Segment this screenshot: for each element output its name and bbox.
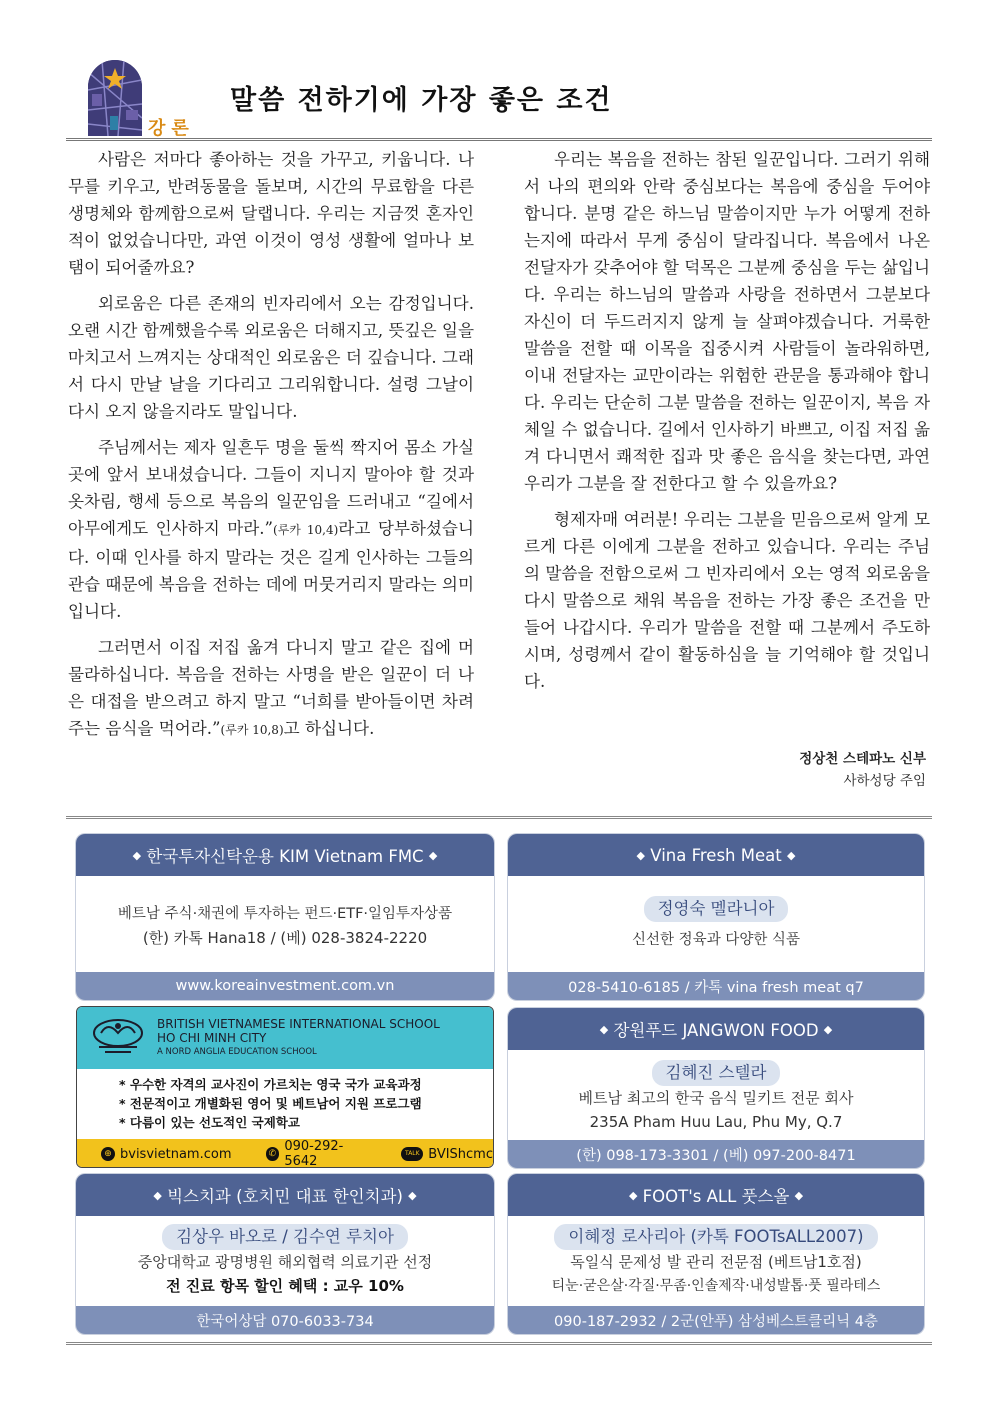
contact-chip: 김혜진 스텔라 (652, 1060, 781, 1086)
school-bullet: * 전문적이고 개별화된 영어 및 베트남어 지원 프로그램 (119, 1096, 422, 1111)
ad-header (508, 1174, 924, 1216)
ad-body (76, 1216, 494, 1298)
paragraph: 우리는 복음을 전하는 참된 일꾼입니다. 그러기 위해서 나의 편의와 안락 중심보다는 복음에 중심을 두어야 합니다. 분명 같은 하느님 말씀이지만 누가 어떻게 전하는지에 따라서 무게 중심이 달라집니다. 복음에서 나온 전달자가 갖추어야 할 덕목은 그분께 중심을 두는 삶입니다. 우리는 하느님의 말씀과 사랑을 전하면서 그분보다 자신이 더 두드러지지 않게 늘 살펴야겠습니다. 거룩한 말씀을 전할 때 이목을 집중시켜 사람들이 놀라워하면, 이내 전달자는 교만이라는 위험한 관문을 통과해야 합니다. 우리는 단순히 그분 말씀을 전하는 일꾼이지, 복음 자체일 수 없습니다. 길에서 인사하기 바쁘고, 이집 저집 옮겨 다니면서 쾌적한 집과 맛 좋은 음식을 찾는다면, 과연 우리가 그분을 잘 전한다고 할 수 있을까요? (524, 150, 930, 493)
school-phone[interactable]: ✆ 090-292-5642 (266, 1139, 376, 1168)
paragraph-text: 라고 당부하셨습니다. 이때 인사를 하지 말라는 것은 길게 인사하는 그들의 관습 때문에 복음을 전하는 데에 머뭇거리지 말라는 의미입니다. (68, 519, 474, 621)
school-contact-bar (77, 1139, 493, 1168)
diamond-icon: ◆ (636, 848, 646, 862)
ad-line: 신선한 정육과 다양한 식품 (632, 932, 800, 948)
article-right-column (524, 146, 930, 704)
ad-kim-vietnam (76, 834, 494, 1000)
ad-contact-footer: 028-5410-6185 / 카톡 vina fresh meat q7 (508, 972, 924, 1000)
ad-line: (한) 카톡 Hana18 / (베) 028-3824-2220 (142, 929, 428, 947)
stained-glass-icon (88, 60, 142, 136)
paragraph (68, 434, 474, 625)
ad-body (508, 876, 924, 952)
school-kakaotalk[interactable]: TALK BVIShcmc (401, 1147, 493, 1162)
paragraph-text: 고 하십니다. (283, 719, 375, 738)
contact-chip: 이혜정 로사리아 (카톡 FOOTsALL2007) (554, 1224, 877, 1250)
school-name-line: HO CHI MINH CITY (157, 1031, 267, 1045)
article-left-column (68, 146, 474, 753)
ad-title: 빅스치과 (호치민 대표 한인치과) (167, 1187, 403, 1206)
author-signature (799, 748, 926, 792)
contact-chip: 김상우 바오로 / 김수연 루치아 (162, 1224, 408, 1250)
paragraph: 사람은 저마다 좋아하는 것을 가꾸고, 키웁니다. 나무를 키우고, 반려동물을 돌보며, 시간의 무료함을 다른 생명체와 함께함으로써 달랩니다. 우리는 지금껏 혼자인 적이 없었습니다만, 과연 이것이 영성 생활에 얼마나 보탬이 되어줄까요? (68, 150, 474, 277)
diamond-icon: ◆ (786, 848, 796, 862)
ad-line: 중앙대학교 광명병원 해외협력 의료기관 선정 (137, 1253, 433, 1271)
ad-vina-fresh-meat (508, 834, 924, 1000)
ad-title: Vina Fresh Meat (650, 845, 782, 865)
ad-header (508, 1008, 924, 1050)
ad-website-link[interactable]: www.koreainvestment.com.vn (76, 972, 494, 1000)
paragraph-text: 그러면서 이집 저집 옮겨 다니지 말고 같은 집에 머물라하십니다. 복음을 전하는 사명을 받은 일꾼이 더 나은 대접을 받으려고 하지 말고 “너희를 받아들이면 차려 주는 음식을 먹어라.” (68, 638, 474, 738)
stained-glass-logo (88, 60, 142, 136)
globe-icon: ⊕ (101, 1147, 115, 1161)
ad-header (76, 1174, 494, 1216)
diamond-icon: ◆ (428, 848, 438, 862)
ads-divider (66, 816, 932, 819)
scripture-reference: (루카 10,8) (220, 723, 284, 737)
school-name-line: BRITISH VIETNAMESE INTERNATIONAL SCHOOL (157, 1017, 440, 1031)
section-label: 강론 (148, 118, 195, 139)
school-bullet: * 다름이 있는 선도적인 국제학교 (119, 1115, 300, 1130)
paragraph (68, 634, 474, 744)
diamond-icon: ◆ (132, 848, 142, 862)
diamond-icon: ◆ (823, 1022, 833, 1036)
ad-body (508, 1050, 924, 1134)
ad-title: 장원푸드 JANGWON FOOD (613, 1021, 819, 1040)
author-name: 정상천 스테파노 신부 (799, 751, 926, 767)
author-role: 사하성당 주임 (843, 773, 926, 789)
ad-line: 베트남 주식·채권에 투자하는 펀드·ETF·일임투자상품 (117, 906, 453, 922)
paragraph-text: 주님께서는 제자 일흔두 명을 둘씩 짝지어 몸소 가실 곳에 앞서 보내셨습니다. 그들이 지니지 말아야 할 것과 옷차림, 행세 등으로 복음의 일꾼임을 드러내고 “길에서 아무에게도 인사하지 마라.” (68, 438, 474, 538)
ad-line: 베트남 최고의 한국 음식 밀키트 전문 회사 (578, 1089, 854, 1107)
paragraph: 외로움은 다른 존재의 빈자리에서 오는 감정입니다. 오랜 시간 함께했을수록 외로움은 더해지고, 뜻깊은 일을 마치고서 느껴지는 상대적인 외로움은 더 깊습니다. 그래서 다시 만날 날을 기다리고 그리워합니다. 설령 그날이 다시 오지 않을지라도 말입니다. (68, 294, 474, 421)
ad-foots-all (508, 1174, 924, 1334)
school-bullets (77, 1069, 493, 1139)
ad-contact-footer: 한국어상담 070-6033-734 (76, 1306, 494, 1334)
phone-icon: ✆ (266, 1147, 280, 1161)
school-banner (77, 1007, 493, 1069)
scripture-reference: (루카 10,4) (273, 523, 339, 537)
footer-divider (66, 1342, 932, 1345)
school-website-link[interactable]: ⊕ bvisvietnam.com (101, 1147, 232, 1162)
page-title: 말씀 전하기에 가장 좋은 조건 (230, 85, 613, 116)
paragraph: 형제자매 여러분! 우리는 그분을 믿음으로써 알게 모르게 다른 이에게 그분을 전하고 있습니다. 우리는 주님의 말씀을 전함으로써 그 빈자리에서 오는 영적 외로움을 다시 말씀으로 채워 복음을 전하는 가장 좋은 조건을 만들어 나갑시다. 우리가 말씀을 전할 때 그분께서 주도하시며, 성령께서 같이 활동하심을 늘 기억해야 할 것입니다. (524, 510, 930, 691)
diamond-icon: ◆ (599, 1022, 609, 1036)
school-subtitle: A NORD ANGLIA EDUCATION SCHOOL (157, 1047, 317, 1057)
school-name (157, 1017, 440, 1045)
ad-contact-footer: (한) 098-173-3301 / (베) 097-200-8471 (508, 1140, 924, 1168)
ad-bix-dental (76, 1174, 494, 1334)
header-divider (66, 138, 932, 141)
ad-title: 한국투자신탁운용 KIM Vietnam FMC (146, 847, 424, 866)
ad-line: 독일식 문제성 발 관리 전문점 (베트남1호점) (570, 1253, 862, 1271)
diamond-icon: ◆ (794, 1188, 804, 1202)
ad-header (508, 834, 924, 876)
ad-header (76, 834, 494, 876)
ad-line: 전 진료 항목 할인 혜택 : 교우 10% (166, 1277, 404, 1295)
ad-contact-footer: 090-187-2932 / 2군(안푸) 삼성베스트클리닉 4층 (508, 1306, 924, 1334)
diamond-icon: ◆ (628, 1188, 638, 1202)
school-crest-icon (91, 1017, 145, 1057)
ad-jangwon-food (508, 1008, 924, 1168)
ad-bvis-school (76, 1006, 494, 1168)
talk-icon: TALK (401, 1147, 423, 1161)
school-bullet: * 우수한 자격의 교사진이 가르치는 영국 국가 교육과정 (119, 1077, 422, 1092)
ad-line: 235A Pham Huu Lau, Phu My, Q.7 (589, 1113, 843, 1131)
contact-chip: 정영숙 멜라니아 (644, 896, 789, 922)
ad-title: FOOT's ALL 풋스올 (642, 1187, 790, 1206)
ad-body (76, 876, 494, 950)
diamond-icon: ◆ (408, 1188, 417, 1202)
ad-line: 티눈·굳은살·각질·무좀·인솔제작·내성발톱·풋 필라테스 (551, 1278, 881, 1294)
diamond-icon: ◆ (153, 1188, 162, 1202)
ad-body (508, 1216, 924, 1298)
